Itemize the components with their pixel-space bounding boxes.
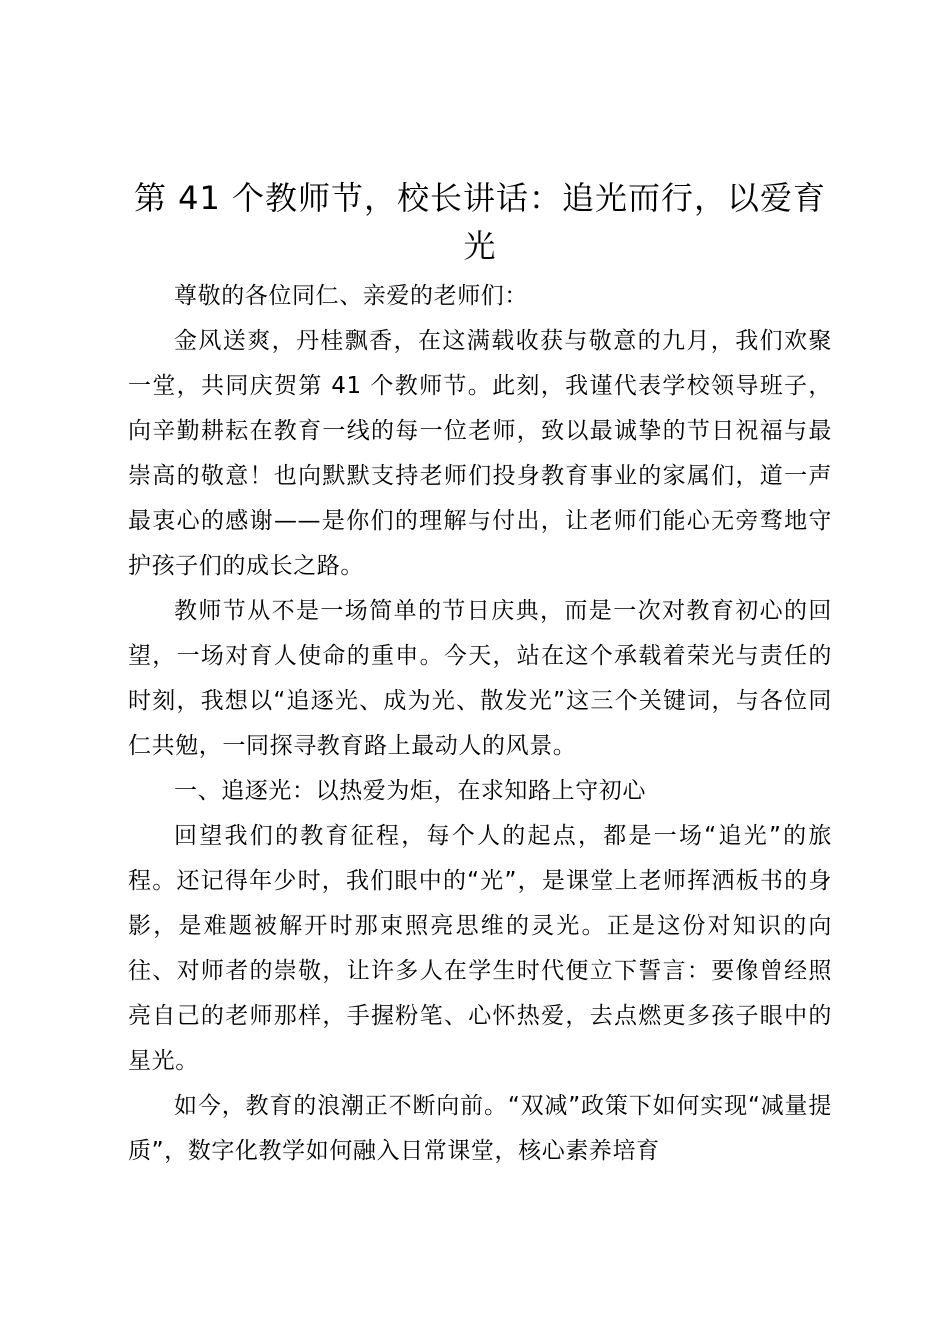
section-1-paragraph: 回望我们的教育征程，每个人的起点，都是一场“追光”的旅程。还记得年少时，我们眼中的“光”，是课堂上老师挥洒板书的身影，是难题被解开时那束照亮思维的灵光。正是这份对知识的向往、对师者的崇敬，让许多人在学生时代便立下誓言：要像曾经照亮自己的老师那样，手握粉笔、心怀热爱，去点燃更多孩子眼中的星光。 bbox=[128, 823, 832, 1074]
section-1-paragraph-2: 如今，教育的浪潮正不断向前。“双减”政策下如何实现“减量提质”，数字化教学如何融入日常课堂，核心素养培育 bbox=[128, 1093, 832, 1164]
document-body bbox=[128, 174, 832, 1174]
document-title: 第 41 个教师节，校长讲话：追光而行，以爱育光 bbox=[133, 179, 827, 265]
opening-paragraph: 金风送爽，丹桂飘香，在这满载收获与敬意的九月，我们欢聚一堂，共同庆贺第 41 个教师节。此刻，我谨代表学校领导班子，向辛勤耕耘在教育一线的每一位老师，致以最诚挚的节日祝福与最崇高的敬意！也向默默支持老师们投身教育事业的家属们，道一声最衷心的感谢——是你们的理解与付出，让老师们能心无旁骛地守护孩子们的成长之路。 bbox=[128, 328, 832, 579]
theme-paragraph: 教师节从不是一场简单的节日庆典，而是一次对教育初心的回望，一场对育人使命的重申。今天，站在这个承载着荣光与责任的时刻，我想以“追逐光、成为光、散发光”这三个关键词，与各位同仁共勉，一同探寻教育路上最动人的风景。 bbox=[128, 598, 832, 759]
section-heading-1: 一、追逐光：以热爱为炬，在求知路上守初心 bbox=[174, 778, 646, 804]
salutation-paragraph: 尊敬的各位同仁、亲爱的老师们： bbox=[174, 283, 528, 309]
